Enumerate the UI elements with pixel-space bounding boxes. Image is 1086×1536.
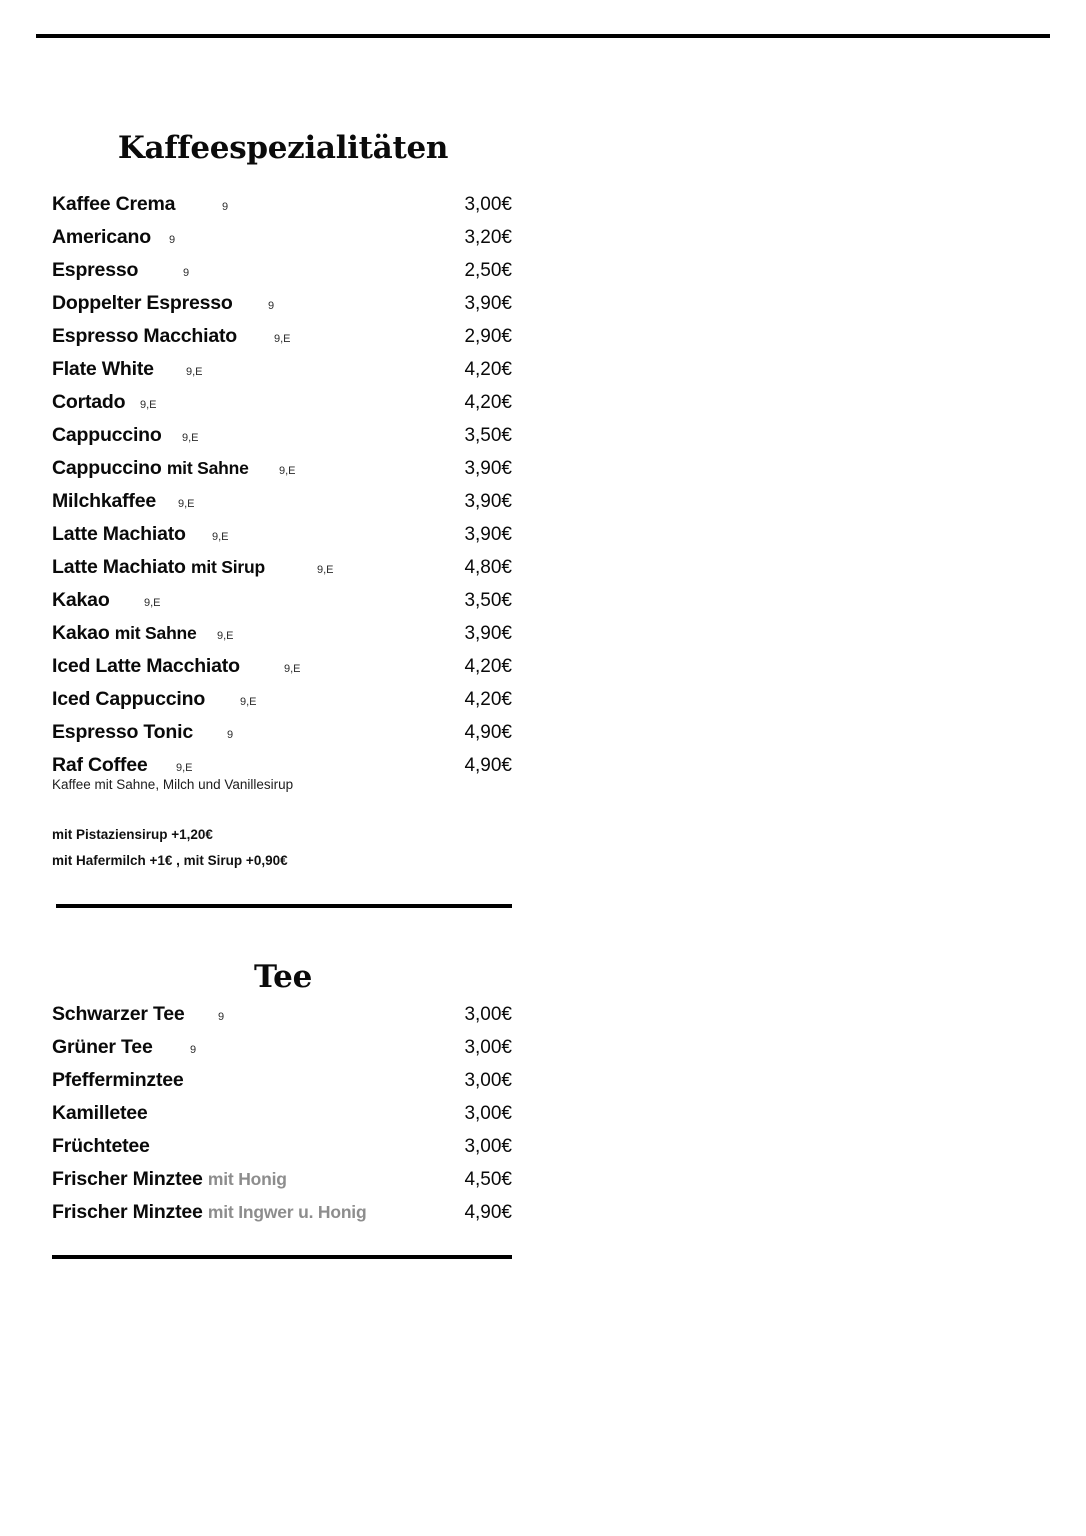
menu-item-row <box>52 419 512 452</box>
menu-item-row <box>52 287 512 320</box>
coffee-section-heading: Kaffeespezialitäten <box>117 130 449 166</box>
item-allergens: 9 <box>218 1011 225 1023</box>
item-price: 3,90€ <box>464 458 512 479</box>
item-name-text: Latte Machiato <box>52 523 186 545</box>
item-name-text: Iced Cappuccino <box>52 688 206 710</box>
menu-item-row <box>52 221 512 254</box>
item-allergens: 9,E <box>178 498 195 510</box>
item-price: 3,90€ <box>464 293 512 314</box>
item-name <box>52 584 110 617</box>
item-name <box>52 1097 148 1130</box>
item-modifier: mit Sirup <box>190 557 265 577</box>
coffee-extra-note-1: mit Pistaziensirup +1,20€ <box>52 827 213 842</box>
coffee-section-divider <box>56 904 512 908</box>
item-allergens: 9 <box>222 201 229 213</box>
menu-item-row <box>52 1097 512 1130</box>
item-price: 3,00€ <box>464 194 512 215</box>
item-name-text: Espresso <box>52 259 139 281</box>
item-name-text: Iced Latte Macchiato <box>52 655 240 677</box>
menu-item-row <box>52 254 512 287</box>
tea-section-heading: Tee <box>253 959 313 995</box>
menu-item-row <box>52 551 512 584</box>
item-price: 2,90€ <box>464 326 512 347</box>
item-price: 2,50€ <box>464 260 512 281</box>
item-price: 3,90€ <box>464 524 512 545</box>
item-price: 4,90€ <box>464 722 512 743</box>
item-name-text: Espresso Tonic <box>52 721 193 743</box>
menu-item-row <box>52 452 512 485</box>
item-name <box>52 518 186 551</box>
item-name-text: Frischer Minztee <box>52 1168 203 1190</box>
menu-item-row <box>52 1064 512 1097</box>
item-allergens: 9,E <box>284 663 301 675</box>
right-column <box>540 0 1086 1536</box>
item-price: 4,90€ <box>464 1202 512 1223</box>
item-price: 3,20€ <box>464 227 512 248</box>
raf-coffee-description: Kaffee mit Sahne, Milch und Vanillesirup <box>52 777 294 792</box>
item-price: 3,00€ <box>464 1070 512 1091</box>
item-name-text: Kamilletee <box>52 1102 148 1124</box>
item-price: 3,50€ <box>464 425 512 446</box>
coffee-item-list <box>52 188 512 782</box>
menu-item-row <box>52 1031 512 1064</box>
item-modifier: mit Sahne <box>166 458 249 478</box>
item-price: 4,20€ <box>464 689 512 710</box>
item-name <box>52 452 249 485</box>
item-name <box>52 320 237 353</box>
item-allergens: 9,E <box>279 465 296 477</box>
item-name <box>52 188 175 221</box>
item-allergens: 9,E <box>217 630 234 642</box>
item-name <box>52 1031 153 1064</box>
item-name <box>52 551 265 584</box>
menu-item-row <box>52 518 512 551</box>
item-allergens: 9,E <box>144 597 161 609</box>
item-allergens: 9,E <box>212 531 229 543</box>
item-name <box>52 485 156 518</box>
item-name <box>52 650 240 683</box>
item-modifier: mit Ingwer u. Honig <box>207 1202 367 1222</box>
menu-item-row <box>52 386 512 419</box>
menu-item-row <box>52 683 512 716</box>
item-allergens: 9,E <box>274 333 291 345</box>
item-name <box>52 419 162 452</box>
item-allergens: 9 <box>227 729 234 741</box>
item-price: 3,00€ <box>464 1004 512 1025</box>
item-name <box>52 353 154 386</box>
item-name-text: Kakao <box>52 622 110 644</box>
item-name <box>52 617 197 650</box>
item-allergens: 9,E <box>186 366 203 378</box>
item-allergens: 9 <box>183 267 190 279</box>
item-price: 4,20€ <box>464 656 512 677</box>
item-name-text: Cappuccino <box>52 424 162 446</box>
item-modifier: mit Honig <box>207 1169 287 1189</box>
menu-item-row <box>52 320 512 353</box>
item-name <box>52 998 185 1031</box>
item-name-text: Pfefferminztee <box>52 1069 184 1091</box>
menu-item-row <box>52 1163 512 1196</box>
item-name <box>52 1064 184 1097</box>
item-price: 3,00€ <box>464 1037 512 1058</box>
item-name-text: Flate White <box>52 358 154 380</box>
menu-item-row <box>52 485 512 518</box>
item-name-text: Früchtetee <box>52 1135 150 1157</box>
item-allergens: 9 <box>268 300 275 312</box>
item-price: 4,80€ <box>464 557 512 578</box>
item-price: 4,20€ <box>464 359 512 380</box>
item-name <box>52 221 151 254</box>
item-name <box>52 716 193 749</box>
menu-item-row <box>52 1130 512 1163</box>
item-name-text: Cortado <box>52 391 126 413</box>
item-name <box>52 1163 287 1196</box>
left-column <box>0 0 540 1536</box>
item-allergens: 9,E <box>317 564 334 576</box>
item-price: 4,50€ <box>464 1169 512 1190</box>
item-allergens: 9,E <box>140 399 157 411</box>
item-name <box>52 1130 150 1163</box>
menu-item-row <box>52 617 512 650</box>
item-price: 4,20€ <box>464 392 512 413</box>
item-name <box>52 386 125 419</box>
item-name <box>52 683 205 716</box>
tea-section-divider <box>52 1255 512 1259</box>
item-allergens: 9,E <box>240 696 257 708</box>
item-allergens: 9 <box>190 1044 197 1056</box>
item-name-text: Schwarzer Tee <box>52 1003 185 1025</box>
item-name-text: Kaffee Crema <box>52 193 176 215</box>
item-name <box>52 254 138 287</box>
item-allergens: 9,E <box>182 432 199 444</box>
item-name-text: Americano <box>52 226 151 248</box>
item-name-text: Latte Machiato <box>52 556 186 578</box>
menu-item-row <box>52 1196 512 1229</box>
item-name-text: Frischer Minztee <box>52 1201 203 1223</box>
item-name <box>52 287 233 320</box>
item-price: 3,00€ <box>464 1103 512 1124</box>
item-name <box>52 1196 366 1229</box>
item-name-text: Cappuccino <box>52 457 162 479</box>
menu-item-row <box>52 188 512 221</box>
menu-item-row <box>52 650 512 683</box>
item-price: 3,90€ <box>464 491 512 512</box>
item-name-text: Grüner Tee <box>52 1036 153 1058</box>
item-name-text: Espresso Macchiato <box>52 325 237 347</box>
menu-item-row <box>52 353 512 386</box>
item-allergens: 9 <box>169 234 176 246</box>
coffee-extra-note-2: mit Hafermilch +1€ , mit Sirup +0,90€ <box>52 853 288 868</box>
menu-item-row <box>52 716 512 749</box>
item-price: 3,90€ <box>464 623 512 644</box>
item-name-text: Milchkaffee <box>52 490 157 512</box>
tea-item-list <box>52 998 512 1229</box>
menu-item-row <box>52 998 512 1031</box>
item-price: 3,50€ <box>464 590 512 611</box>
item-modifier: mit Sahne <box>114 623 197 643</box>
item-name-text: Doppelter Espresso <box>52 292 233 314</box>
item-name-text: Raf Coffee <box>52 754 148 776</box>
item-name-text: Kakao <box>52 589 110 611</box>
item-price: 4,90€ <box>464 755 512 776</box>
item-price: 3,00€ <box>464 1136 512 1157</box>
item-allergens: 9,E <box>176 762 193 774</box>
menu-item-row <box>52 584 512 617</box>
